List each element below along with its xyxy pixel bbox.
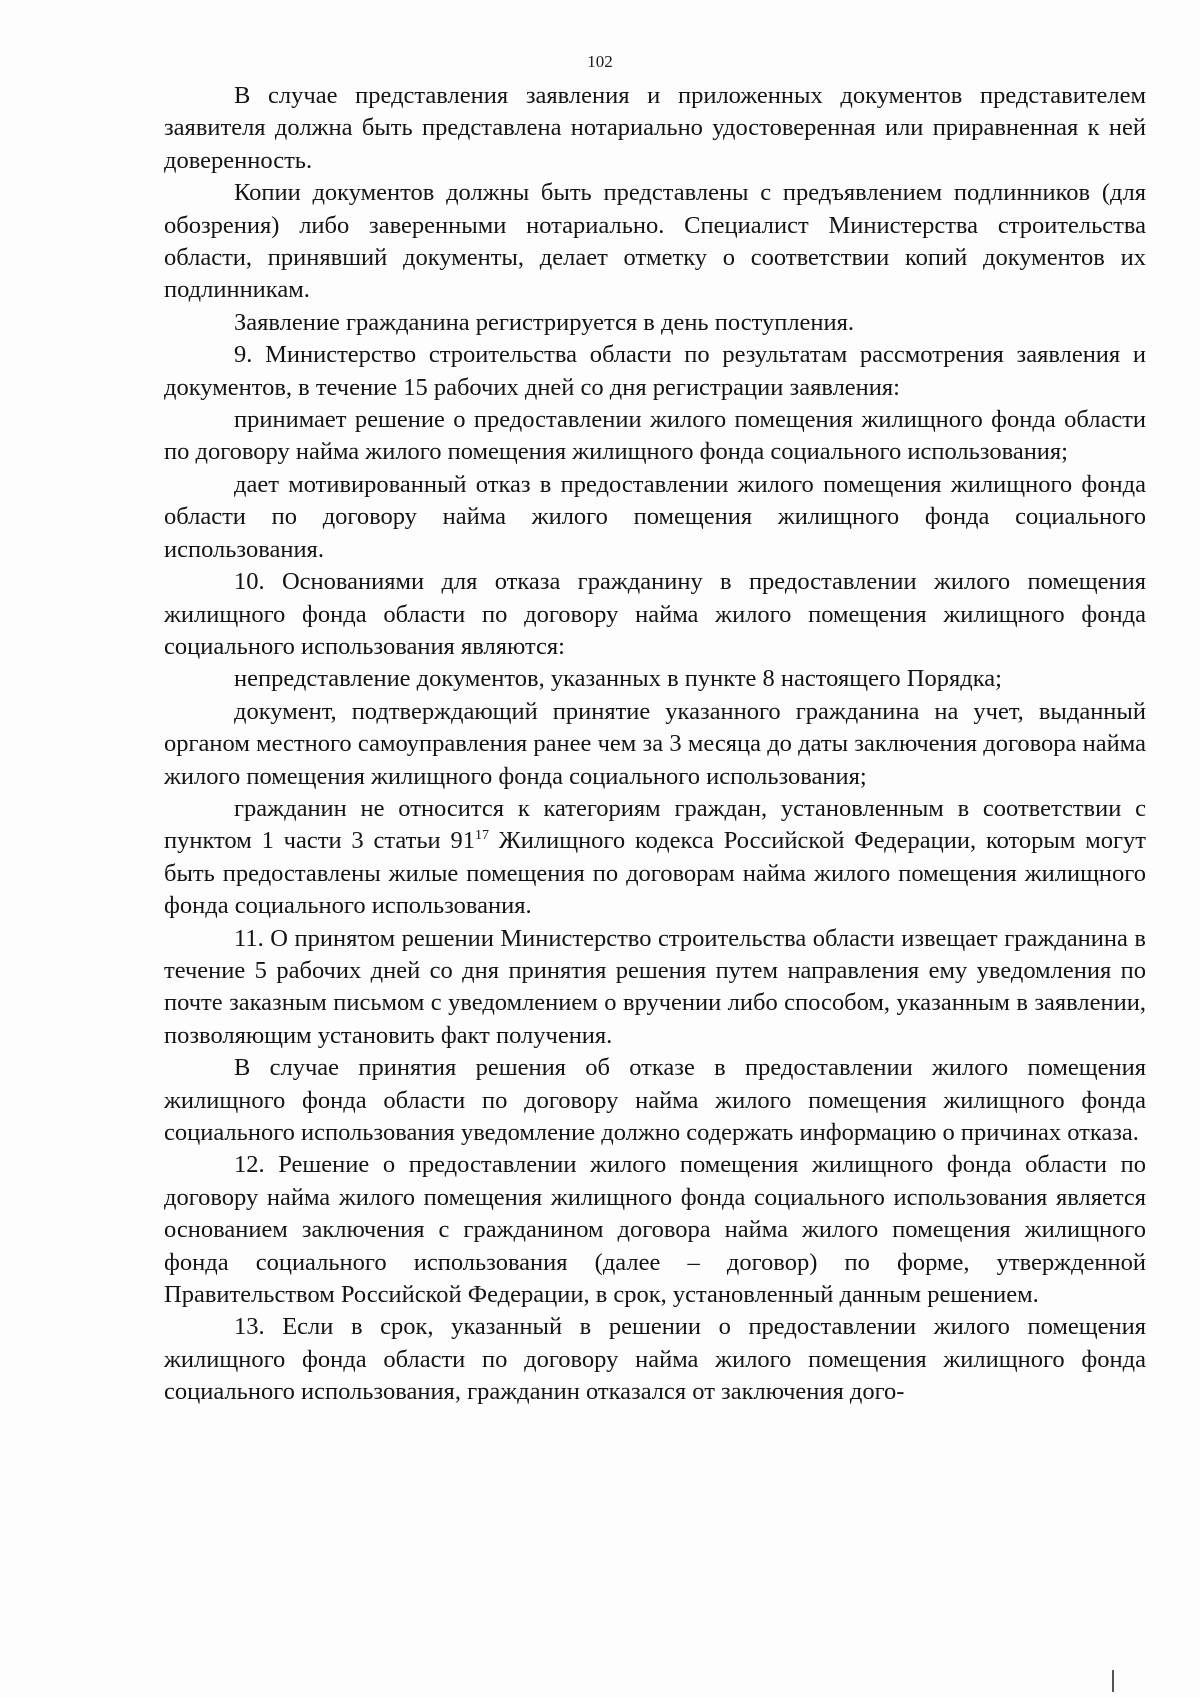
paragraph-registration: Заявление гражданина регистрируется в день поступления.: [234, 308, 855, 336]
paragraph-ground-documents: непредставление документов, указанных в пункте 8 настоящего Порядка;: [234, 665, 1002, 693]
paragraph-decision-refusal: дает мотивированный отказ в предоставлении жилого помещения жилищного фонда области по договору найма жилого помещения жилищного фонда социального использования.: [164, 470, 1146, 563]
paragraph-item-9: 9. Министерство строительства области по результатам рассмотрения заявления и документов, в течение 15 рабочих дней со дня регистрации заявления:: [164, 341, 1146, 401]
paragraph-item-11: 11. О принятом решении Министерство строительства области извещает гражданина в течение 5 рабочих дней со дня принятия решения путем направления ему уведомления по почте заказным письмом с уведомлением о вручении либо способом, указанным в заявлении, позволяющим установить факт получения.: [164, 924, 1146, 1049]
paragraph-ground-category: [164, 793, 1146, 923]
paragraph-copies: Копии документов должны быть представлены с предъявлением подлинников (для обозрения) либо заверенными нотариально. Специалист Министерства строительства области, принявший документы, делает отметку о соответствии копий документов их подлинникам.: [164, 179, 1146, 304]
paragraph-ground-category-text: гражданин не относится к категориям граждан, установленным в соответствии с пунктом 1 части 3 статьи 91: [164, 794, 1146, 855]
paragraph-representative: В случае представления заявления и приложенных документов представителем заявителя должна быть представлена нотариально удостоверенная или приравненная к ней доверенность.: [164, 82, 1146, 174]
paragraph-decision-grant: принимает решение о предоставлении жилого помещения жилищного фонда области по договору найма жилого помещения жилищного фонда социального использования;: [164, 406, 1146, 466]
paragraph-ground-registration: документ, подтверждающий принятие указанного гражданина на учет, выданный органом местного самоуправления ранее чем за 3 месяца до даты заключения договора найма жилого помещения жилищного фонда социального использования;: [164, 697, 1146, 790]
page-number: 102: [587, 52, 613, 71]
paragraph-ground-category-tail: Жилищного кодекса Российской Федерации, которым могут быть предоставлены жилые помещения по договорам найма жилого помещения жилищного фонда социального использования.: [164, 827, 1146, 920]
paragraph-item-12: 12. Решение о предоставлении жилого помещения жилищного фонда области по договору найма жилого помещения жилищного фонда социального использования является основанием заключения с гражданином договора найма жилого помещения жилищного фонда социального использования (далее – договор) по форме, утвержденной Правительством Российской Федерации, в срок, установленный данным решением.: [164, 1151, 1146, 1309]
article-superscript: 17: [474, 828, 489, 844]
paragraph-item-13: 13. Если в срок, указанный в решении о предоставлении жилого помещения жилищного фонда области по договору найма жилого помещения жилищного фонда социального использования, гражданин отказался от заключения дого-: [164, 1313, 1146, 1406]
document-body: [164, 80, 1146, 1409]
scan-edge-mark: [1112, 1670, 1114, 1692]
paragraph-item-10: 10. Основаниями для отказа гражданину в предоставлении жилого помещения жилищного фонда области по договору найма жилого помещения жилищного фонда социального использования являются:: [164, 568, 1146, 660]
paragraph-refusal-notice: В случае принятия решения об отказе в предоставлении жилого помещения жилищного фонда области по договору найма жилого помещения жилищного фонда социального использования уведомление должно содержать информацию о причинах отказа.: [164, 1054, 1146, 1146]
